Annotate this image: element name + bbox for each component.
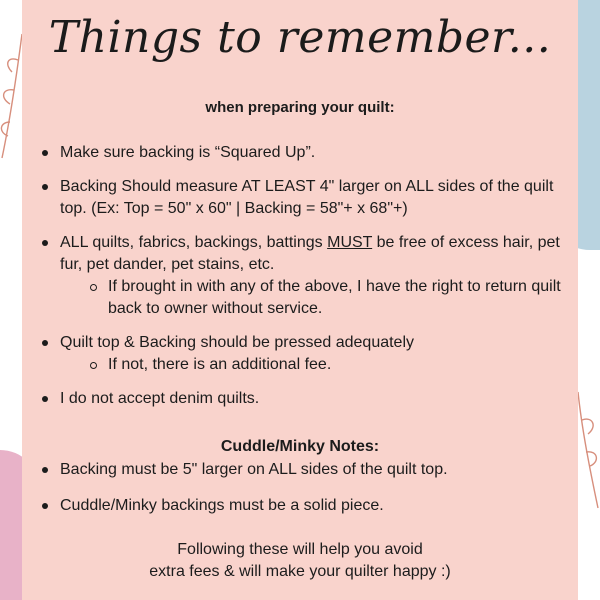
subtitle: when preparing your quilt: [205,99,395,116]
sub-list-item [60,354,566,376]
page-title: Things to remember... [48,12,552,63]
item-text: I do not accept denim quilts. [60,390,260,407]
list-item [38,176,566,220]
notes-list [38,459,566,531]
item-text: Make sure backing is “Squared Up”. [60,144,316,161]
list-item [38,495,566,517]
sub-list-item [60,276,566,320]
notes-heading: Cuddle/Minky Notes: [220,438,380,455]
footer-line: extra fees & will make your quilter happy :) [149,563,451,580]
item-text: be free of excess hair, pet fur, pet dander, pet stains, etc. [60,234,560,273]
list-item [38,388,566,410]
item-text: ALL quilts, fabrics, backings, battings [60,234,328,251]
footer-line: Following these will help you avoid [177,541,423,558]
item-text: Quilt top & Backing should be pressed adequately [60,334,415,351]
note-text: Cuddle/Minky backings must be a solid piece. [60,497,384,514]
list-item [38,142,566,164]
note-text: Backing must be 5" larger on ALL sides of the quilt top. [60,461,448,478]
sub-item-text: If brought in with any of the above, I have the right to return quilt back to owner without service. [108,278,561,317]
list-item [38,232,566,320]
notice-panel [22,0,578,600]
sub-item-text: If not, there is an additional fee. [108,356,332,373]
list-item [38,459,566,481]
emphasis-text: MUST [327,234,373,251]
list-item [38,332,566,376]
item-text: Backing Should measure AT LEAST 4" larger on ALL sides of the quilt top. (Ex: Top = 50" x 60" | Backing = 58"+ x 68"+) [60,178,554,217]
reminder-list [38,142,566,422]
footer-message [22,539,578,583]
